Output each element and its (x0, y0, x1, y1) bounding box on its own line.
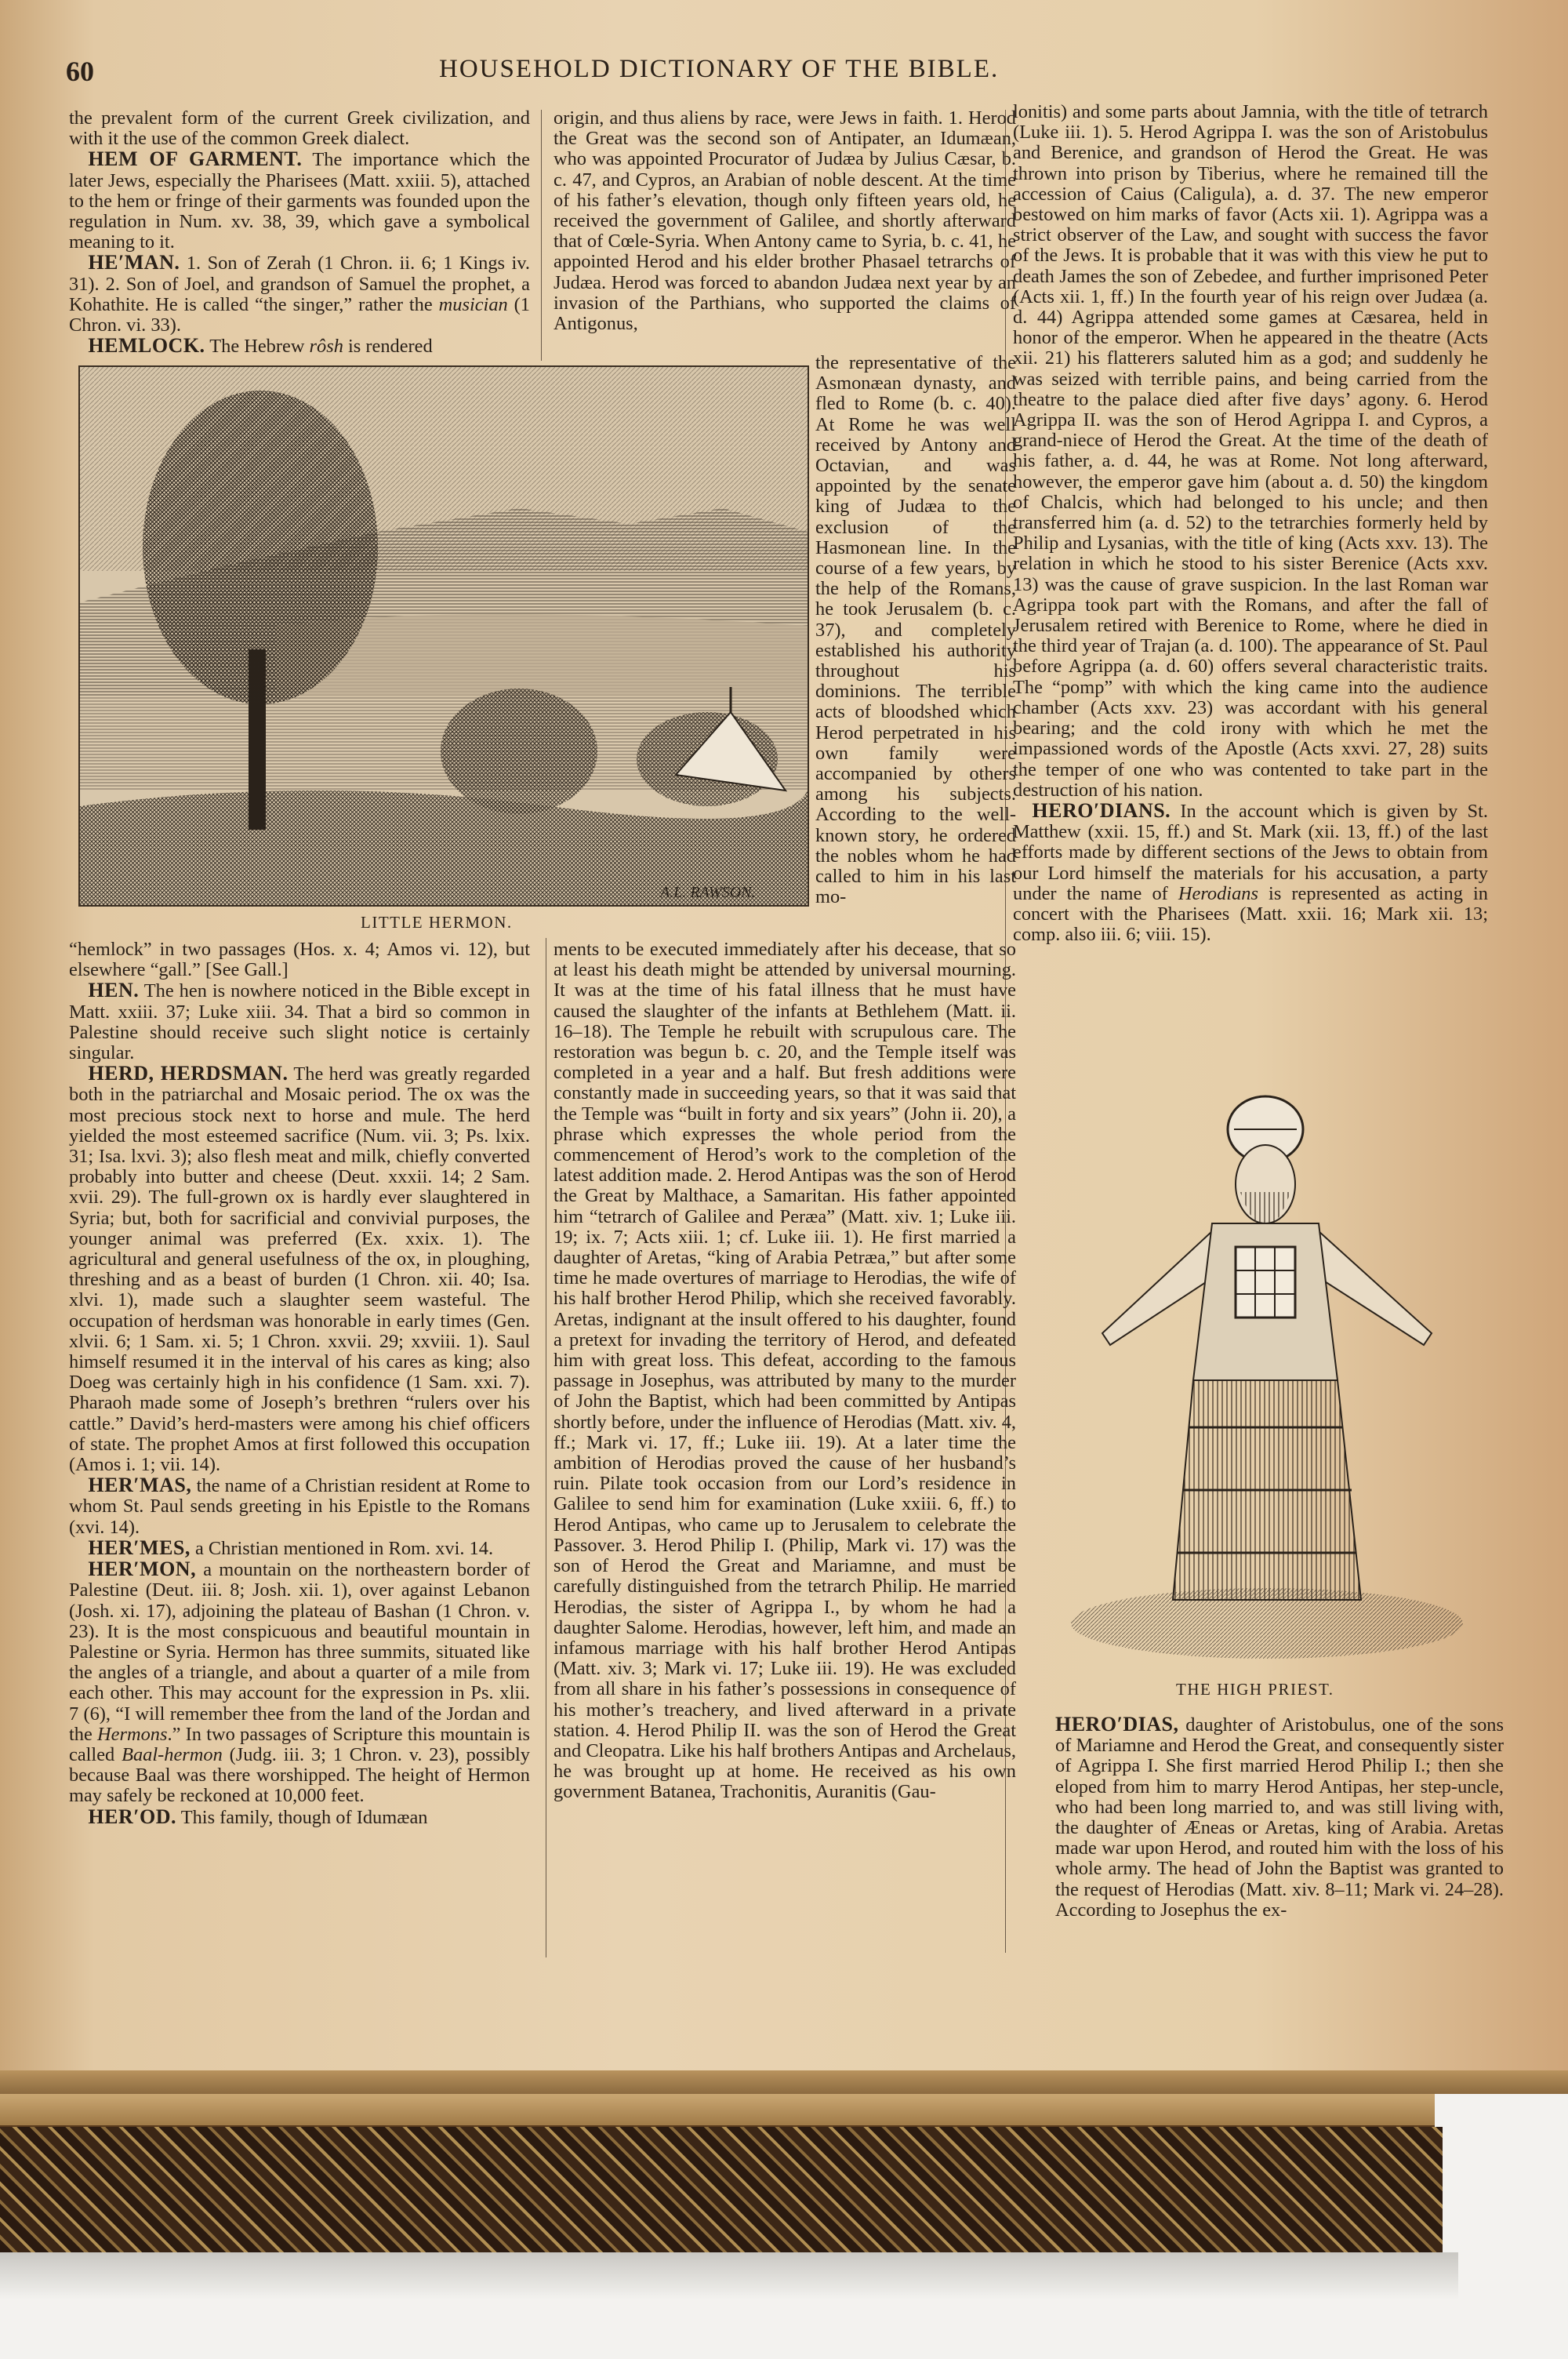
column-1-top (69, 108, 530, 357)
page-number: 60 (66, 56, 94, 87)
paragraph: lonitis) and some parts about Jamnia, with the title of tetrarch (Luke iii. 1). 5. Herod Agrippa I. was the son of Aristobulus and Berenice, and grandson of Herod the Great. He was thrown into prison by Tiberius, where he remained till the accession of Caius (Caligula), a. d. 37. The new emperor bestowed on him marks of favor (Acts xii. 1). Agrippa was a strict observer of the Law, and sought with success the favor of the Jews. It is probable that it was with this view he put to death James the son of Zebedee, and further imprisoned Peter (Acts xii. 1, ff.) In the fourth year of his reign over Judæa (a. d. 44) Agrippa attended some games at Cæsarea, held in honor of the emperor. When he appeared in the theatre (Acts xii. 21) his flatterers saluted him as a god; and suddenly he was seized with terrible pains, and being carried from the theatre to the palace died after five days’ agony. 6. Herod Agrippa II. was the son of Herod Agrippa I. and Cypros, a grand-niece of Herod the Great. At the time of the death of his father, a. d. 44, he was at Rome. Not long afterward, however, the emperor gave him (about a. d. 50) the kingdom of Chalcis, which had belonged to his uncle; and then transferred him (a. d. 52) to the tetrarchies formerly held by Philip and Lysanias, with the title of king (Acts xxv. 13). The relation in which he stood to his sister Berenice (Acts xxv. 13) was the cause of grave suspicion. In the last Roman war Agrippa took part with the Romans, and after the fall of Jerusalem retired with Berenice to Rome, where he died in the third year of Trajan (a. d. 100). The appearance of St. Paul before Agrippa (a. d. 60) offers several characteristic traits. The “pomp” with which the king came into the audience chamber (Acts xxv. 23) was accordant with his general bearing; and the cold irony with which he met the impassioned words of the Apostle (Acts xxvi. 27, 28) suits the temper of one who was contented to take part in the destruction of his nation. (1013, 101, 1488, 801)
entry-text: is represented as acting in concert with the Pharisees (Matt. xxii. 16; Mark xii. 13; comp. also iii. 6; viii. 15). (1013, 882, 1489, 946)
artist-signature: A.L. RAWSON. (660, 884, 756, 901)
paragraph: the representative of the Asmonæan dynasty, and fled to Rome (b. c. 40). At Rome he was well received by Antony and Octavian, and was appointed by the senate king of Judæa to the exclusion of the Hasmonean line. In the course of a few years, by the help of the Romans, he took Jerusalem (b. c. 37), and completely established his authority throughout his dominions. The terrible acts of bloodshed which Herod perpetrated in his own family were accompanied by others among his subjects. According to the well-known story, he ordered the nobles whom he had called to him in his last mo- (815, 352, 1016, 908)
column-1-bottom (69, 940, 530, 1828)
entry-text: .” In two passages of Scripture this mountain is called (69, 1723, 530, 1765)
headword: HERO′DIAS, (1055, 1713, 1179, 1736)
headword: HEMLOCK. (88, 334, 205, 358)
headword: HE′MAN. (88, 251, 180, 274)
entry-hermon (69, 1559, 530, 1806)
headword: HEM OF GARMENT. (88, 147, 303, 171)
landscape-illustration (80, 367, 808, 905)
book-binding (0, 2070, 1568, 2359)
priest-illustration (1055, 1082, 1463, 1663)
gilt-edge (0, 2094, 1435, 2128)
headword: HERD, HERDSMAN. (88, 1062, 289, 1085)
entry-text: The importance which the later Jews, especially the Pharisees (Matt. xxiii. 5), attached to the hem or fringe of their garments was founded upon the regulation in Num. xv. 38, 39, which gave a symbolical meaning to it. (69, 149, 530, 253)
paragraph: ments to be executed immediately after his decease, that so at least his death might be attended by universal mourning. It was at the time of his fatal illness that he must have caused the slaughter of the infants at Bethlehem (Matt. ii. 16–18). The Temple he rebuilt with scrupulous care. The restoration was begun b. c. 20, and the Temple itself was completed in a year and a half. But fresh additions were constantly made in succeeding years, so that it was said that the Temple was “built in forty and six years” (John ii. 20), a phrase which expresses the whole period from the commencement of Herod’s work to the completion of the latest addition made. 2. Herod Antipas was the son of Herod the Great by Malthace, a Samaritan. His father appointed him “tetrarch of Galilee and Peræa” (Matt. xiv. 1; Luke iii. 19; ix. 7; Acts xiii. 1; cf. Luke iii. 1). He first married a daughter of Aretas, “king of Arabia Petræa,” but after some time he made overtures of marriage to Herodias, the wife of his half brother Herod Philip, which she received favorably. Aretas, indignant at the insult offered to his daughter, found a pretext for invading the territory of Herod, and defeated him with great loss. This defeat, according to the famous passage in Josephus, was attributed by many to the murder of John the Baptist, which had been committed by Antipas shortly before, under the influence of Herodias (Matt. xiv. 4, ff.; Mark vi. 17, ff.; Luke iii. 19). At a later time the ambition of Herodias proved the cause of her husband’s ruin. Pilate took occasion from our Lord’s residence in Galilee to send him for examination (Luke xxiii. 6, ff.) to Herod Antipas, who came up to Jerusalem to celebrate the Passover. 3. Herod Philip I. (Philip, Mark vi. 17) was the son of Herod the Great and Mariamne, and must be carefully distinguished from the tetrarch Philip. He married Herodias, the sister of Agrippa I., by whom he had a daughter Salome. Herodias, however, left him, and made an infamous marriage with his half brother Herod Antipas (Matt. xiv. 3; Mark vi. 17; Luke iii. 19). He was excluded from all share in his father’s possessions in consequence of his mother’s treachery, and lived afterward in a private station. 4. Herod Philip II. was the son of Herod the Great and Cleopatra. Like his half brothers Antipas and Archelaus, he was brought up at home. He received as his own government Batanea, Trachonitis, Auranitis (Gau- (554, 939, 1016, 1803)
entry-hem (69, 149, 530, 253)
entry-text: a Christian mentioned in Rom. xvi. 14. (190, 1537, 494, 1559)
page-edge (0, 2070, 1568, 2094)
entry-text: daughter of Aristobulus, one of the sons of Mariamne and Herod the Great, and consequently sister of Agrippa I. She first married Herod Philip I.; then she eloped from him to marry Herod Antipas, her step-uncle, who had been long married to, and was still living with, the daughter of Æneas or Aretas, king of Arabia. Aretas made war upon Herod, and routed him with the loss of his whole army. The head of John the Baptist was granted to the request of Herodias (Matt. xiv. 8–11; Mark vi. 24–28). According to Josephus the ex- (1055, 1714, 1504, 1921)
column-2-top (554, 108, 1016, 334)
entry-text: The herd was greatly regarded both in the patriarchal and Mosaic period. The ox was the most precious stock next to horse and mule. The herd yielded the most esteemed sacrifice (Num. vii. 3; Ps. lxix. 31; Isa. lxvi. 3); also flesh meat and milk, chiefly converted probably into butter and cheese (Deut. xxxii. 14; 2 Sam. xvii. 29). The full-grown ox is hardly ever slaughtered in Syria; but, both for sacrificial and convivial purposes, the younger animal was preferred (Ex. xxix. 1). The agricultural and general usefulness of the ox, in ploughing, threshing and as a beast of burden (1 Chron. xii. 40; Isa. xlvi. 1), made such a slaughter seem wasteful. The occupation of herdsman was honorable in early times (Gen. xlvii. 6; 1 Sam. xi. 5; 1 Chron. xxvii. 29; xxviii. 1). Saul himself resumed it in the interval of his cares as king; also Doeg was certainly high in his confidence (1 Sam. xxi. 7). Pharaoh made some of Joseph’s brethren “rulers over his cattle.” David’s herd-masters were among his chief officers of state. The prophet Amos at first followed this occupation (Amos i. 1; vii. 14). (69, 1063, 530, 1476)
patterned-cover-band (0, 2127, 1443, 2252)
entry-hermas (69, 1475, 530, 1538)
headword: HER′MAS, (88, 1474, 192, 1497)
headword: HER′MON, (88, 1558, 197, 1581)
entry-hemlock (69, 336, 530, 357)
entry-hermes (69, 1538, 530, 1559)
entry-text: In the account which is given by St. Matthew (xxii. 15, ff.) and St. Mark (xii. 13, ff.) of the last efforts made by different sections of the Jews to obtain from our Lord himself the materials for his accusation, a party under the name of (1013, 800, 1488, 904)
entry-text: The hen is nowhere noticed in the Bible except in Matt. xxiii. 37; Luke xiii. 34. That a bird so common in Palestine should receive such slight notice is certainly singular. (69, 980, 530, 1064)
entry-herodians (1013, 798, 1489, 946)
entry-text: (Judg. iii. 3; 1 Chron. v. 23), possibly because Baal was there worshipped. The height of Hermon may safely be reckoned at 10,000 feet. (69, 1743, 530, 1807)
entry-text: a mountain on the northeastern border of Palestine (Deut. iii. 8; Josh. xii. 1), over against Lebanon (Josh. xi. 17), adjoining the plateau of Bashan (1 Chron. v. 23). It is the most conspicuous and beautiful mountain in Palestine or Syria. Hermon has three summits, situated like the angles of a triangle, and about a quarter of a mile from each other. This may account for the expression in Ps. xlii. 7 (6), “I will remember thee from the land of the Jordan and the (69, 1559, 530, 1745)
entry-text: This family, though of Idumæan (176, 1806, 428, 1828)
running-title: HOUSEHOLD DICTIONARY OF THE BIBLE. (439, 55, 1000, 83)
column-rule (541, 110, 542, 361)
italic-text: Herodians (1178, 882, 1258, 904)
little-hermon-engraving (78, 365, 809, 907)
column-2-beside-figure (815, 353, 1016, 907)
entry-text: (1 Chron. vi. 33). (69, 293, 531, 336)
entry-text: is rendered (343, 336, 433, 358)
italic-text: Baal-hermon (122, 1743, 223, 1765)
entry-herodias (1055, 1714, 1504, 1921)
figure-caption: LITTLE HERMON. (361, 913, 513, 932)
entry-text: The Hebrew (205, 336, 310, 358)
entry-herod (69, 1807, 530, 1828)
entry-text: the name of a Christian resident at Rome to whom St. Paul sends greeting in his Epistle to the Romans (xvi. 14). (69, 1475, 530, 1538)
headword: HER′MES, (88, 1536, 191, 1559)
column-3-top (1013, 102, 1488, 945)
entry-text: 1. Son of Zerah (1 Chron. ii. 6; 1 Kings iv. 31). 2. Son of Joel, and grandson of Samuel the prophet, a Kohathite. He is called “the singer,” rather the (69, 253, 530, 315)
column-3-bottom (1055, 1714, 1504, 1921)
entry-hen (69, 980, 530, 1063)
headword: HERO′DIANS. (1032, 798, 1171, 822)
headword: HEN. (88, 979, 140, 1002)
high-priest-engraving (1055, 1082, 1463, 1663)
figure-caption: THE HIGH PRIEST. (1176, 1680, 1334, 1699)
paragraph: origin, and thus aliens by race, were Jews in faith. 1. Herod the Great was the second son of Antipater, an Idumæan, who was appointed Procurator of Judæa by Julius Cæsar, b. c. 47, and Cypros, an Arabian of noble descent. At the time of his father’s elevation, though only fifteen years old, he received the government of Galilee, and shortly afterward that of Cœle-Syria. When Antony came to Syria, b. c. 41, he appointed Herod and his elder brother Phasael tetrarchs of Judæa. Herod was forced to abandon Judæa next year by an invasion of the Parthians, who supported the claims of Antigonus, (554, 107, 1016, 335)
italic-text: rôsh (309, 336, 343, 358)
italic-text: musician (438, 293, 508, 315)
paragraph: the prevalent form of the current Greek civilization, and with it the use of the common Greek dialect. (69, 107, 530, 150)
entry-herd (69, 1063, 530, 1475)
column-2-bottom (554, 940, 1016, 1803)
italic-text: Hermons (97, 1723, 168, 1745)
entry-heman (69, 253, 530, 336)
headword: HER′OD. (88, 1805, 177, 1828)
paragraph: “hemlock” in two passages (Hos. x. 4; Amos vi. 12), but elsewhere “gall.” [See Gall.] (69, 939, 530, 981)
cover-shadow (0, 2252, 1458, 2299)
